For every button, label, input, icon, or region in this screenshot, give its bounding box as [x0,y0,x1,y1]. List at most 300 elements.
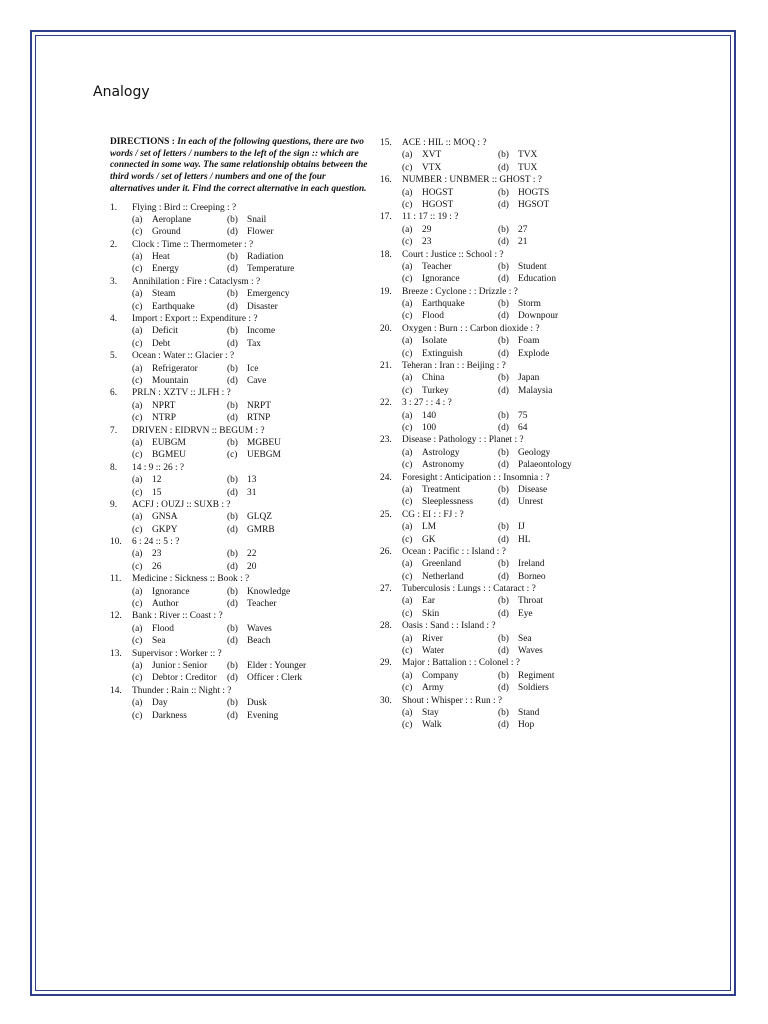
option-value: Throat [518,596,543,607]
option [227,301,322,313]
question-item [380,472,620,509]
option-tag: (d) [498,571,509,582]
question-text: Court : Justice :: School : ? [402,249,504,260]
option [227,598,322,610]
option-tag: (a) [402,596,413,607]
question-text: Tuberculosis : Lungs : : Cataract : ? [402,584,536,595]
option [402,199,498,211]
option [227,548,322,560]
option-tag: (b) [498,373,509,384]
option [498,224,594,236]
option-value: Steam [152,289,176,300]
question-number: 27. [380,584,392,595]
question-text: Thunder : Rain :: Night : ? [132,685,232,696]
question-stem [380,657,620,669]
option-tag: (c) [132,375,143,386]
option [402,571,498,583]
question-number: 11. [110,574,122,585]
question-number: 15. [380,138,392,148]
question-number: 1. [110,202,118,213]
option-value: Regiment [518,670,555,681]
option-tag: (d) [498,348,509,359]
question-text: Annihilation : Fire : Cataclysm : ? [132,276,261,287]
options-row-2 [380,422,620,434]
directions-lead: DIRECTIONS : [110,137,175,147]
option [402,385,498,397]
option [227,660,322,672]
option-value: 64 [518,422,528,433]
option [132,474,227,486]
option [498,595,594,607]
option [402,261,498,273]
option-value: Day [152,698,168,709]
question-number: 19. [380,286,392,297]
option-tag: (c) [402,497,413,508]
question-stem [380,397,620,409]
option-tag: (c) [132,301,143,312]
option-tag: (a) [402,670,413,681]
option-value: Ice [247,363,259,374]
option-tag: (d) [227,673,238,684]
question-stem [380,695,620,707]
question-text: 6 : 24 :: 5 : ? [132,537,180,548]
question-stem [380,211,620,223]
option-tag: (d) [227,636,238,647]
option-value: 29 [422,224,432,235]
option-tag: (a) [132,623,143,634]
question-stem [110,425,372,437]
option [227,524,322,536]
option-value: NTRP [152,413,176,424]
option-tag: (a) [402,410,413,421]
option-value: HOGTS [518,187,550,198]
question-text: Flying : Bird :: Creeping : ? [132,202,237,213]
option-tag: (b) [227,400,238,411]
options-row-1 [110,474,372,486]
option-tag: (c) [402,720,413,731]
options-row-2 [110,710,372,722]
option-value: Education [518,274,557,285]
options-row-2 [380,719,620,731]
options-row-2 [110,561,372,573]
option-tag: (c) [132,561,143,572]
option-value: Dusk [247,698,267,709]
option-value: Teacher [247,599,277,610]
option-value: 27 [518,224,528,235]
question-text: Breeze : Cyclone : : Drizzle : ? [402,286,518,297]
option-value: Student [518,261,547,272]
question-stem [380,546,620,558]
question-number: 12. [110,611,122,622]
option-value: Army [422,683,444,694]
question-number: 2. [110,239,118,250]
options-row-1 [380,187,620,199]
options-row-1 [110,660,372,672]
option [132,325,227,337]
option-tag: (c) [132,338,143,349]
option [132,548,227,560]
options-row-2 [110,226,372,238]
option-tag: (d) [498,534,509,545]
option-value: China [422,373,445,384]
option [132,487,227,499]
option [227,474,322,486]
option-value: Downpour [518,311,559,322]
option [132,660,227,672]
option [498,261,594,273]
option-value: Refrigerator [152,363,198,374]
question-text: 14 : 9 :: 26 : ? [132,462,185,473]
option-value: Debtor : Creditor [152,673,217,684]
option [498,199,594,211]
option-tag: (a) [402,447,413,458]
option-tag: (b) [227,698,238,709]
option [498,372,594,384]
option-value: Astrology [422,447,460,458]
option-value: Stand [518,707,540,718]
option [132,449,227,461]
option-tag: (d) [227,264,238,275]
question-number: 4. [110,314,118,325]
options-row-1 [380,372,620,384]
question-number: 7. [110,425,118,436]
option-value: Japan [518,373,540,384]
option [498,149,594,161]
option [402,521,498,533]
question-number: 13. [110,648,122,659]
question-stem [380,249,620,261]
option-tag: (a) [402,373,413,384]
option-tag: (d) [227,338,238,349]
options-row-1 [110,697,372,709]
option [227,710,322,722]
option [132,623,227,635]
option-value: Walk [422,720,442,731]
option-value: TUX [518,162,538,173]
question-number: 24. [380,472,392,483]
option-value: Temperature [247,264,295,275]
question-text: DRIVEN : EIDRVN :: BEGUM : ? [132,425,265,436]
options-row-2 [110,449,372,461]
option [227,288,322,300]
options-row-2 [110,338,372,350]
question-stem [380,137,620,149]
option-value: Foam [518,336,540,347]
left-column [110,137,372,722]
option [132,214,227,226]
option-tag: (d) [227,599,238,610]
option [402,162,498,174]
option-value: Knowledge [247,586,291,597]
option-tag: (a) [402,187,413,198]
option-tag: (a) [132,549,143,560]
option-tag: (c) [132,673,143,684]
option-value: Unrest [518,497,543,508]
option-value: 22 [247,549,257,560]
option [227,263,322,275]
option [402,335,498,347]
question-item [110,276,372,313]
option-value: Borneo [518,571,546,582]
option-tag: (c) [132,450,143,461]
option-tag: (b) [227,660,238,671]
question-item [110,313,372,350]
options-row-1 [380,707,620,719]
option [227,635,322,647]
option-value: Waves [247,623,272,634]
option-value: Heat [152,252,170,263]
option [498,534,594,546]
option-tag: (a) [132,252,143,263]
options-row-1 [380,298,620,310]
option [498,645,594,657]
question-text: Supervisor : Worker :: ? [132,648,222,659]
option-tag: (c) [402,608,413,619]
question-stem [380,174,620,186]
option-value: GKPY [152,524,178,535]
option-value: River [422,633,443,644]
options-row-2 [380,534,620,546]
option [402,558,498,570]
option-tag: (c) [132,524,143,535]
option [402,645,498,657]
options-row-2 [380,199,620,211]
question-number: 17. [380,212,392,223]
option-value: Earthquake [152,301,195,312]
question-number: 25. [380,509,392,520]
options-row-1 [380,558,620,570]
option-value: Earthquake [422,299,465,310]
question-item [110,202,372,239]
option-tag: (c) [132,413,143,424]
question-item [380,174,620,211]
option-tag: (a) [132,512,143,523]
option [132,251,227,263]
option-value: HOGST [422,187,454,198]
option-tag: (a) [132,660,143,671]
option-value: Debt [152,338,171,349]
options-row-2 [110,598,372,610]
option-tag: (a) [402,336,413,347]
question-stem [380,360,620,372]
option-value: Eye [518,608,533,619]
options-row-2 [380,273,620,285]
option-tag: (b) [498,670,509,681]
option-tag: (b) [498,224,509,235]
options-row-2 [380,385,620,397]
question-item [380,137,620,174]
question-item [380,249,620,286]
option-value: RTNP [247,413,271,424]
options-row-2 [110,375,372,387]
option-tag: (a) [132,586,143,597]
question-number: 5. [110,351,118,362]
option-value: Netherland [422,571,464,582]
option-tag: (d) [498,237,509,248]
question-item [380,546,620,583]
options-row-1 [110,511,372,523]
options-row-1 [110,548,372,560]
option [132,412,227,424]
option-tag: (a) [402,299,413,310]
option-value: Storm [518,299,541,310]
option-tag: (d) [498,683,509,694]
options-row-1 [380,670,620,682]
option [498,670,594,682]
option [227,437,322,449]
option-value: HL [518,534,531,545]
options-row-2 [110,672,372,684]
option [498,496,594,508]
option-tag: (a) [402,559,413,570]
option-tag: (a) [402,633,413,644]
option [498,571,594,583]
option [402,682,498,694]
question-text: Ocean : Pacific : : Island : ? [402,546,506,557]
options-row-2 [110,412,372,424]
option-value: Disease [518,484,548,495]
question-stem [110,276,372,288]
option-tag: (c) [402,348,413,359]
option-tag: (b) [498,484,509,495]
option-tag: (b) [227,214,238,225]
options-row-1 [110,400,372,412]
options-row-2 [380,571,620,583]
question-stem [110,536,372,548]
option-value: Skin [422,608,440,619]
option-value: 23 [152,549,162,560]
option-tag: (b) [498,633,509,644]
option-value: 23 [422,237,432,248]
option-tag: (b) [498,522,509,533]
option [132,561,227,573]
option-tag: (b) [227,326,238,337]
option-value: GK [422,534,436,545]
option [402,707,498,719]
question-item [110,648,372,685]
option-tag: (a) [402,150,413,161]
option-value: Palaeontology [518,460,572,471]
option-value: Geology [518,447,551,458]
option-tag: (a) [132,289,143,300]
question-text: 3 : 27 : : 4 : ? [402,398,452,409]
question-item [380,286,620,323]
option-value: Officer : Clerk [247,673,303,684]
option [132,511,227,523]
directions-block [110,137,372,196]
options-row-2 [110,487,372,499]
question-number: 20. [380,323,392,334]
option [227,214,322,226]
options-row-1 [380,149,620,161]
option [498,236,594,248]
left-question-list [110,202,372,722]
question-text: Medicine : Sickness :: Book : ? [132,574,250,585]
question-text: Oasis : Sand : : Island : ? [402,621,496,632]
question-item [380,323,620,360]
question-number: 18. [380,249,392,260]
option [402,422,498,434]
option-value: BGMEU [152,450,186,461]
option-tag: (a) [132,214,143,225]
option [498,298,594,310]
option-tag: (d) [227,375,238,386]
options-row-2 [380,348,620,360]
question-text: Ocean : Water :: Glacier : ? [132,351,235,362]
option-tag: (c) [132,599,143,610]
option [402,236,498,248]
option-value: LM [422,522,437,533]
option-value: Stay [422,707,439,718]
option-value: Flower [247,227,274,238]
option [132,363,227,375]
option-value: MGBEU [247,437,281,448]
option [498,385,594,397]
option [402,534,498,546]
option-tag: (d) [498,608,509,619]
option-value: Turkey [422,385,449,396]
option [402,608,498,620]
question-number: 26. [380,546,392,557]
option [498,459,594,471]
option-value: Darkness [152,710,187,721]
option [227,511,322,523]
option-value: Income [247,326,276,337]
options-row-2 [110,635,372,647]
option-tag: (d) [498,274,509,285]
question-text: CG : EI : : FJ : ? [402,509,464,520]
option [132,524,227,536]
option-tag: (c) [402,385,413,396]
question-number: 28. [380,621,392,632]
option-value: 13 [247,475,257,486]
question-number: 14. [110,685,122,696]
options-row-2 [380,459,620,471]
option [132,375,227,387]
option [227,400,322,412]
question-item [110,536,372,573]
question-number: 21. [380,361,392,372]
options-row-1 [380,521,620,533]
question-item [110,239,372,276]
options-row-1 [380,595,620,607]
option-tag: (a) [132,437,143,448]
option [498,335,594,347]
option-value: Astronomy [422,460,465,471]
option-value: XVT [422,150,442,161]
option [227,363,322,375]
question-text: Import : Export :: Expenditure : ? [132,314,258,325]
option [498,348,594,360]
question-number: 16. [380,175,392,186]
option [227,251,322,263]
option-value: VTX [422,162,442,173]
option-value: HGSOT [518,199,550,210]
option-value: Explode [518,348,550,359]
option-tag: (c) [132,264,143,275]
option [227,325,322,337]
question-stem [380,620,620,632]
option-value: Extinguish [422,348,463,359]
question-number: 3. [110,276,118,287]
option [402,273,498,285]
option-value: Teacher [422,261,452,272]
options-row-1 [110,214,372,226]
option-tag: (b) [227,586,238,597]
option-tag: (b) [498,150,509,161]
option [132,226,227,238]
option-tag: (c) [227,450,238,461]
